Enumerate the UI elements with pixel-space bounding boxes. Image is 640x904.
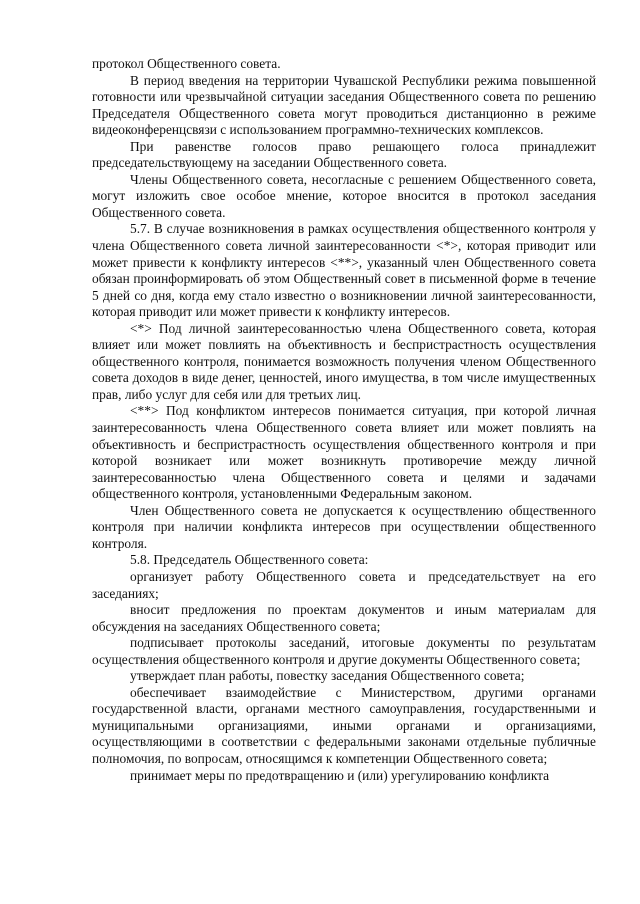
paragraph-5-7: 5.7. В случае возникновения в рамках осуществления общественного контроля у члена Общественного совета личной заинтересованности <*>, которая приводит или может привести к конфликту интересов <**>, указанный член Общественного совета обязан проинформировать об этом Общественный совет в письменной форме в течение 5 дней со дня, когда ему стало известно о возникновении личной заинтересованности, которая приводит или может привести к конфликту интересов. [92,221,596,320]
duty-ensures-interaction: обеспечивает взаимодействие с Министерством, другими органами государственной власти, органами местного самоуправления, государственными и муниципальными организациями, иными органами и организациями, осуществляющими в соответствии с федеральными законами отдельные публичные полномочия, по вопросам, относящимся к компетенции Общественного совета; [92,684,596,766]
duty-takes-measures: принимает меры по предотвращению и (или) урегулированию конфликта [130,767,550,783]
paragraph-5-8-heading: 5.8. Председатель Общественного совета: [130,552,369,568]
duty-proposes: вносит предложения по проектам документов и иным материалам для обсуждения на заседаниях Общественного совета; [92,602,596,634]
document-page [92,56,596,784]
duty-organizes: организует работу Общественного совета и председательствует на его заседаниях; [92,568,596,601]
paragraph-2: В период введения на территории Чувашской Республики режима повышенной готовности или чрезвычайной ситуации заседания Общественного совета по решению Председателя Общественного совета могут проводиться дистанционно в режиме видеоконференцсвязи с использованием программно-технических комплексов. [92,72,596,138]
duty-approves-plan: утверждает план работы, повестку заседания Общественного совета; [130,668,525,684]
footnote-single-star: <*> Под личной заинтересованностью члена Общественного совета, которая влияет или может повлиять на объективность и беспристрастность осуществления общественного контроля, понимается возможность получения членом Общественного совета доходов в виде денег, ценностей, иного имущества, в том числе имущественных прав, либо услуг для себя или для третьих лиц. [92,320,596,402]
paragraph-3: При равенстве голосов право решающего голоса принадлежит председательствующему на заседании Общественного совета. [92,138,596,171]
duty-signs: подписывает протоколы заседаний, итоговые документы по результатам осуществления общественного контроля и другие документы Общественного совета; [92,635,596,667]
footnote-double-star: <**> Под конфликтом интересов понимается ситуация, при которой личная заинтересованность члена Общественного совета влияет или может повлиять на объективность и беспристрастность осуществления общественного контроля и при которой возникает или может возникнуть противоречие между личной заинтересованностью члена Общественного совета и целями и задачами общественного контроля, установленными Федеральным законом. [92,403,596,502]
paragraph-1: протокол Общественного совета. [92,56,281,71]
paragraph-member-excluded: Член Общественного совета не допускается к осуществлению общественного контроля при наличии конфликта интересов при осуществлении общественного контроля. [92,502,596,551]
paragraph-4: Члены Общественного совета, несогласные с решением Общественного совета, могут изложить свое особое мнение, которое вносится в протокол заседания Общественного совета. [92,171,596,220]
